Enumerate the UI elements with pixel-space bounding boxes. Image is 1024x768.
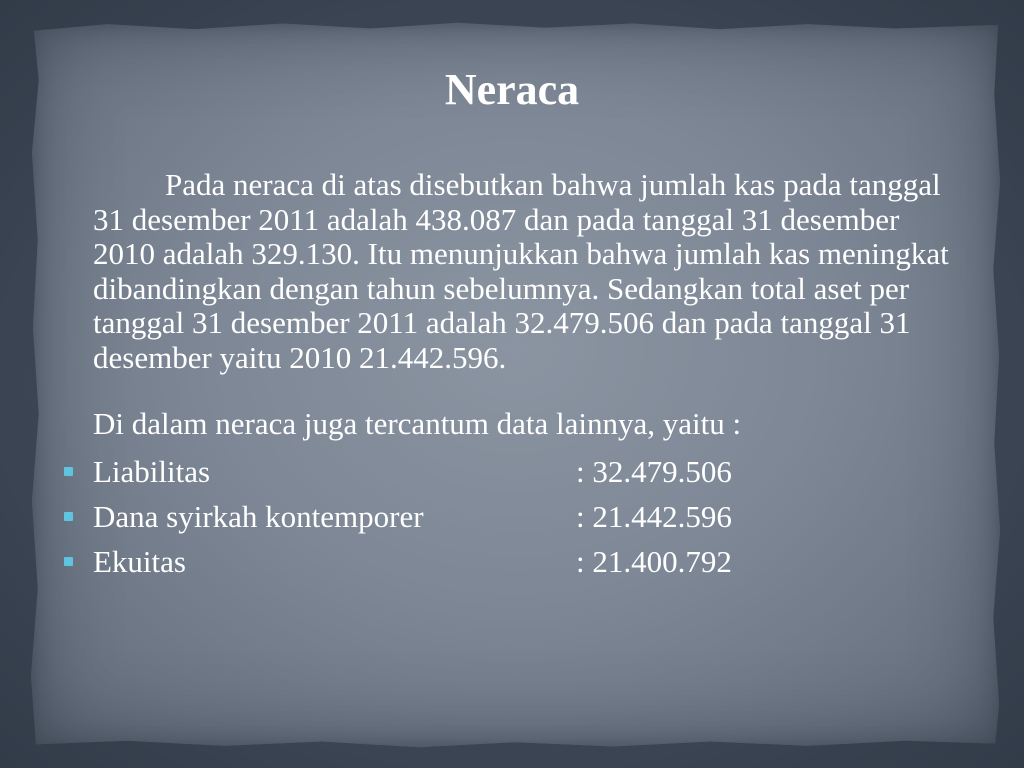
slide-content xyxy=(93,168,963,585)
body-paragraph-2: Di dalam neraca juga tercantum data lainnya, yaitu : xyxy=(93,406,742,441)
slide-title: Neraca xyxy=(444,65,580,114)
item-label: Ekuitas xyxy=(93,543,186,579)
data-list xyxy=(93,450,963,585)
list-item-liabilitas xyxy=(93,450,963,495)
item-value: : 32.479.506 xyxy=(576,453,732,489)
item-label: Liabilitas xyxy=(93,453,211,489)
item-value: : 21.442.596 xyxy=(576,498,732,534)
list-item-dana-syirkah xyxy=(93,495,963,540)
bullet-icon xyxy=(64,467,73,476)
item-label: Dana syirkah kontemporer xyxy=(93,498,424,534)
bullet-icon xyxy=(64,557,73,566)
body-paragraph-1: Pada neraca di atas disebutkan bahwa jumlah kas pada tanggal 31 desember 2011 adalah 438.087 dan pada tanggal 31 desember 2010 adalah 329.130. Itu menunjukkan bahwa jumlah kas meningkat dibandingkan dengan tahun sebelumnya. Sedangkan total aset per tanggal 31 desember 2011 adalah 32.479.506 dan pada tanggal 31 desember yaitu 2010 21.442.596. xyxy=(93,167,949,375)
list-item-ekuitas xyxy=(93,540,963,585)
item-value: : 21.400.792 xyxy=(576,543,732,579)
bullet-icon xyxy=(64,512,73,521)
